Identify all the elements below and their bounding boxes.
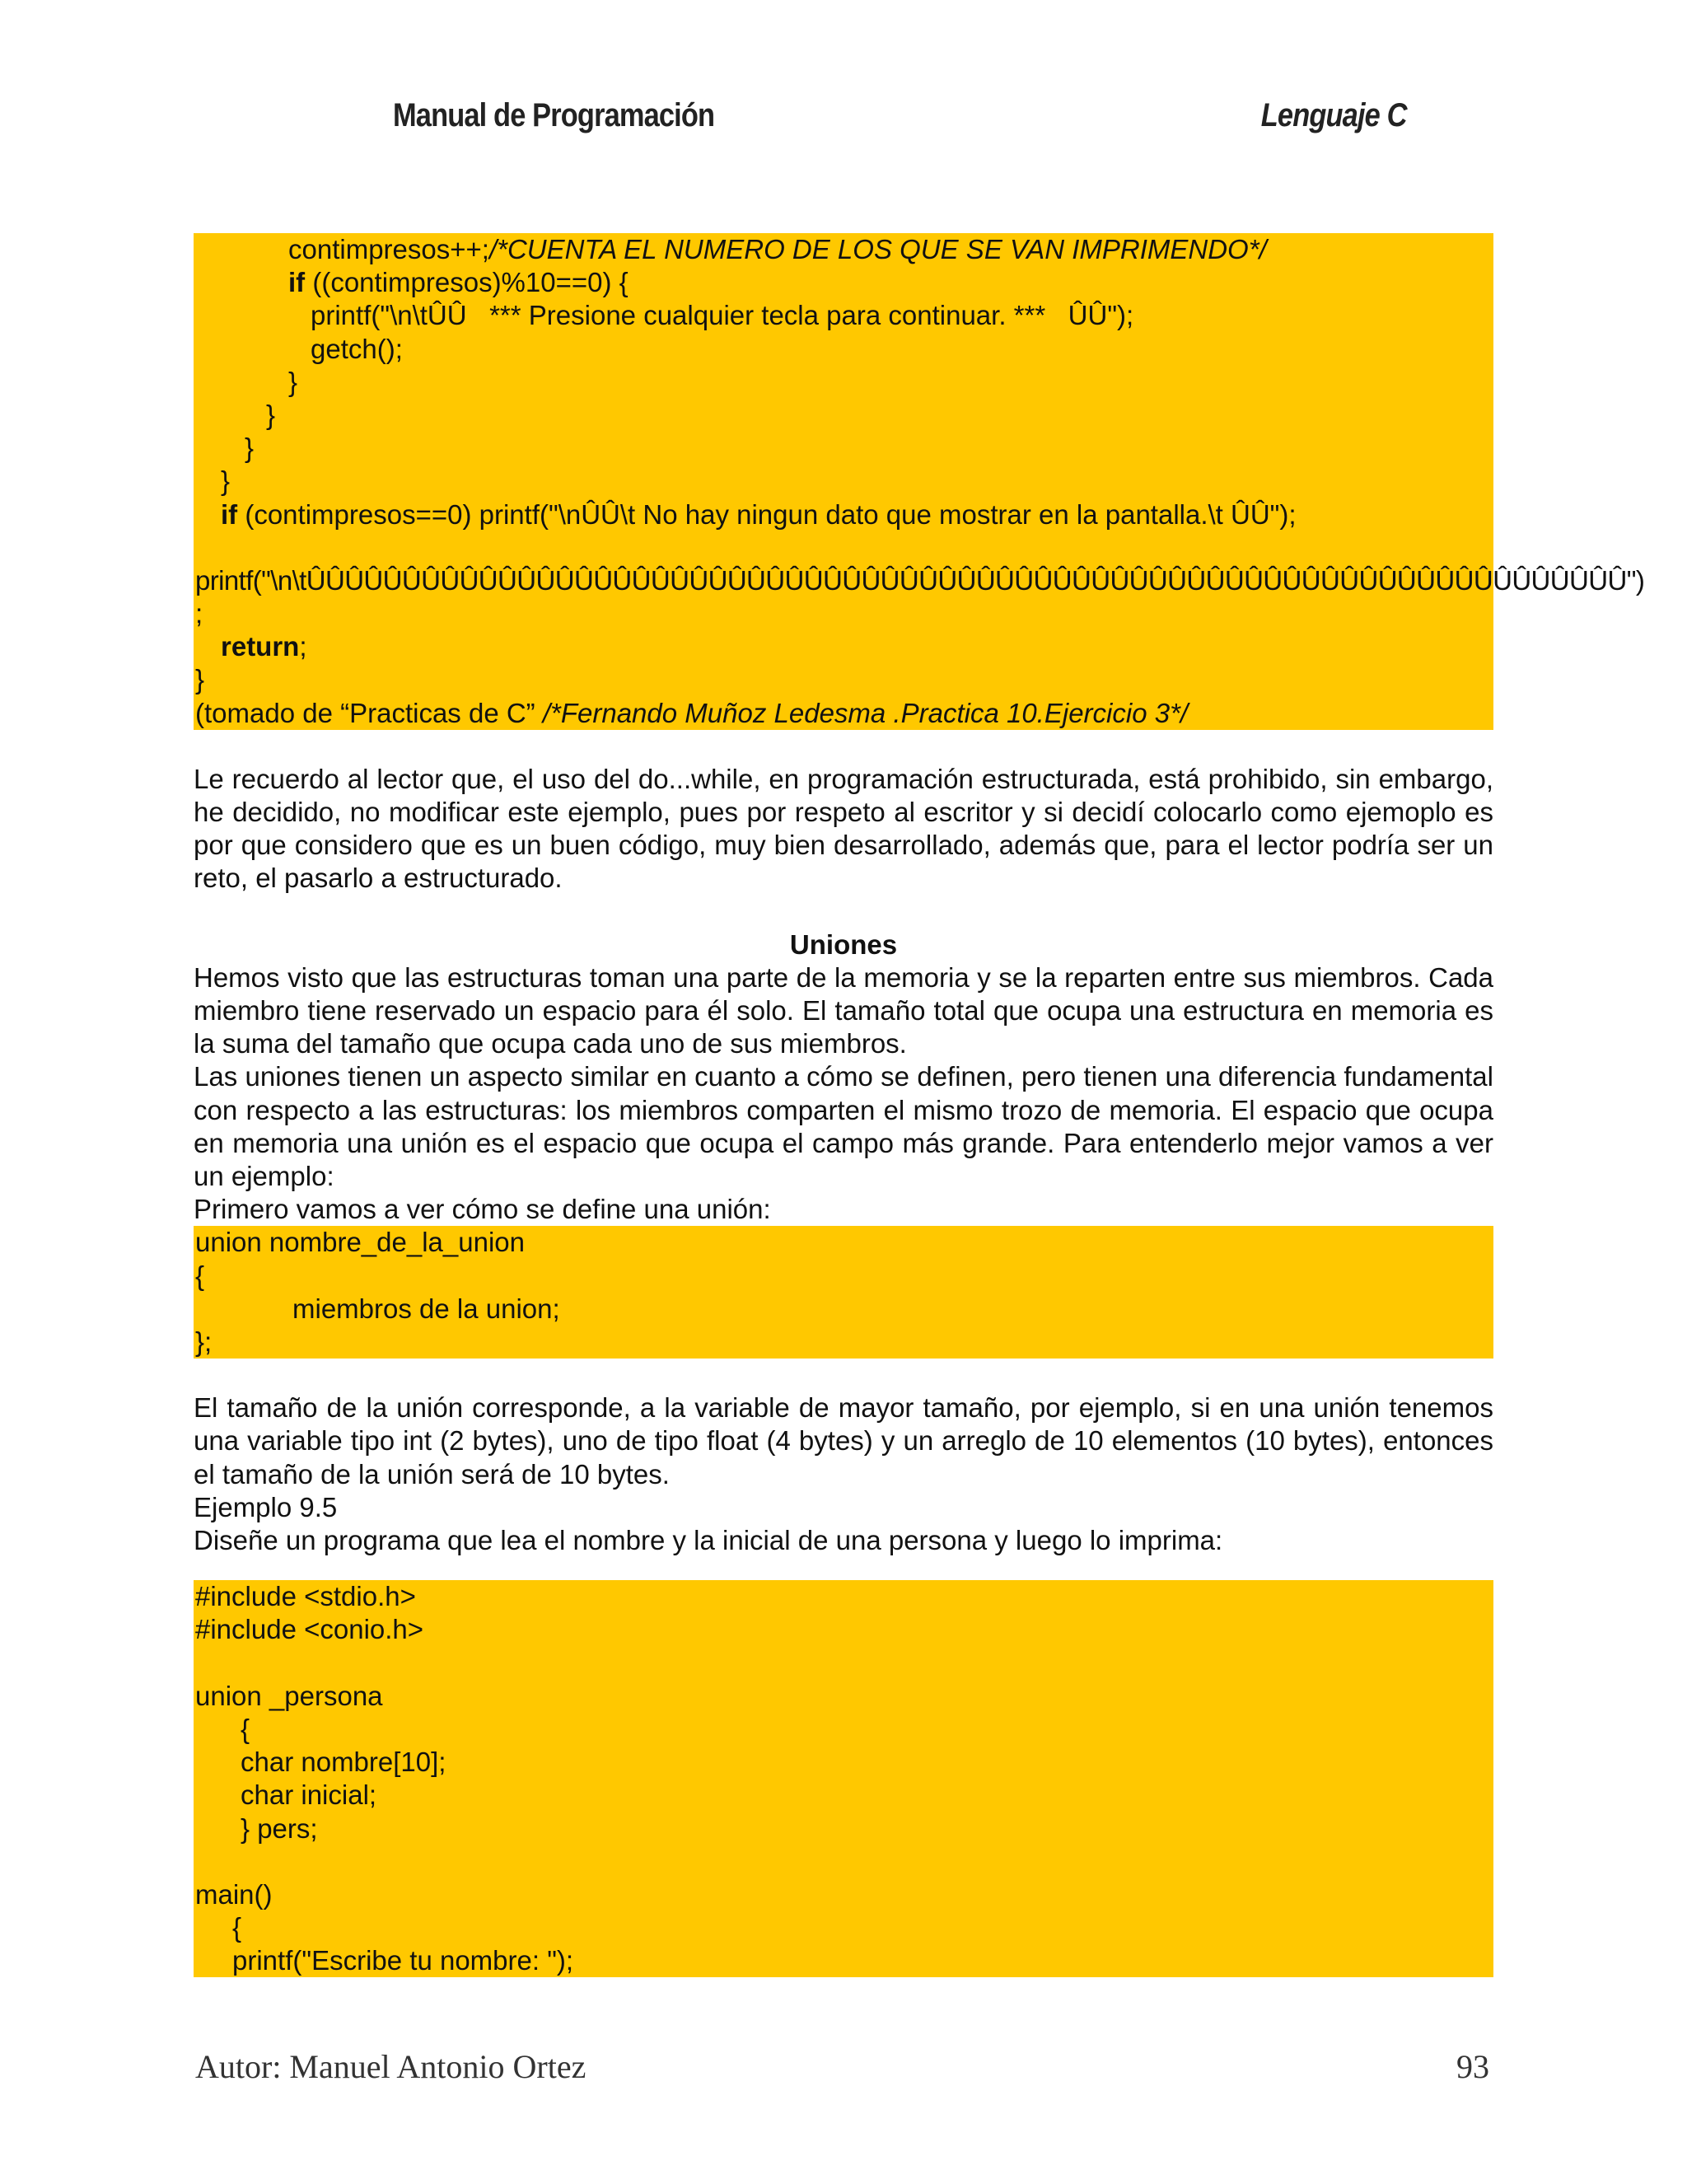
code-line [194,498,1493,531]
code-line: } [194,432,1493,465]
citation-comment: /*Fernando Muñoz Ledesma .Practica 10.Ejercicio 3*/ [542,697,1189,728]
code-line-blank [194,1845,1493,1878]
paragraph-unions-difference: Las uniones tienen un aspecto similar en cuanto a cómo se definen, pero tienen una diferencia fundamental con respecto a las estructuras: los miembros comparten el mismo trozo de memoria. El espacio que ocupa en memoria una unión es el espacio que ocupa el campo más grande. Para entenderlo mejor vamos a ver un ejemplo: [194,1061,1493,1192]
code-line: #include <conio.h> [194,1613,1493,1646]
citation-text: (tomado de “Practicas de C” [195,697,543,728]
paragraph-do-while-note: Le recuerdo al lector que, el uso del do...while, en programación estructurada, está prohibido, sin embargo, he decidido, no modificar este ejemplo, pues por respeto al escritor y si decidí colocarlo como ejemoplo es por que considero que es un buen código, muy bien desarrollado, además que, para el lector podría ser un reto, el pasarlo a estructurado. [194,763,1493,894]
code-text: (contimpresos==0) printf("\nÛÛ\t No hay ningun dato que mostrar en la pantalla.\t ÛÛ"); [237,498,1297,530]
code-line-blank [194,1647,1493,1680]
code-line: } [194,465,1493,498]
code-line: char inicial; [194,1779,1493,1812]
code-line: { [194,1911,1493,1944]
running-header-subject: Lenguaje C [1261,97,1407,133]
code-block-example [194,1580,1493,1977]
code-line: getch(); [194,333,1493,366]
code-block-continuation [194,233,1645,730]
code-line: } [194,663,1493,696]
page-body [194,233,1645,1977]
code-line [194,630,1493,663]
paragraph-example-task: Diseñe un programa que lea el nombre y la inicial de una persona y luego lo imprima: [194,1525,1223,1556]
page-number: 93 [1456,2048,1489,2085]
code-line: miembros de la union; [194,1293,1493,1326]
code-comment: /*CUENTA EL NUMERO DE LOS QUE SE VAN IMPRIMENDO*/ [488,234,1267,264]
code-line: union _persona [194,1680,1493,1713]
code-line: printf("\n\tÛÛ *** Presione cualquier tecla para continuar. *** ÛÛ"); [194,299,1493,332]
code-line: { [194,1260,1493,1293]
code-line [194,233,1493,266]
code-line: ; [194,597,1493,630]
code-source-citation [194,697,1493,730]
code-keyword: if [221,498,238,530]
paragraph-structures-memory: Hemos visto que las estructuras toman una parte de la memoria y se la reparten entre sus miembros. Cada miembro tiene reservado un espacio para él solo. El tamaño total que ocupa una estructura en memoria es la suma del tamaño que ocupa cada uno de sus miembros. [194,961,1493,1059]
section-heading: Uniones [789,928,898,960]
code-text: contimpresos++; [288,234,489,264]
code-line: printf("Escribe tu nombre: "); [194,1944,1493,1977]
code-keyword: return [221,631,300,662]
running-header-title: Manual de Programación [393,97,715,133]
code-line [194,266,1493,299]
spacer [194,1557,1493,1580]
code-line-long: printf("\n\tÛÛÛÛÛÛÛÛÛÛÛÛÛÛÛÛÛÛÛÛÛÛÛÛÛÛÛÛÛÛÛÛÛÛÛÛÛÛÛÛÛÛÛÛÛÛÛÛÛÛÛÛÛÛÛÛÛÛÛÛÛÛÛÛÛÛÛÛÛ") [194,564,1493,597]
example-label: Ejemplo 9.5 [194,1491,338,1522]
code-line: union nombre_de_la_union [194,1226,1493,1259]
code-line: char nombre[10]; [194,1746,1493,1779]
code-keyword: if [288,267,306,298]
spacer [194,896,1493,928]
code-line: } [194,399,1493,432]
code-block-union-syntax [194,1226,1493,1359]
code-line: } [194,366,1493,399]
paragraph-union-definition-intro: Primero vamos a ver cómo se define una unión: [194,1194,771,1225]
code-line: } pers; [194,1812,1493,1845]
code-line-blank [194,531,1493,564]
paragraph-union-size: El tamaño de la unión corresponde, a la variable de mayor tamaño, por ejemplo, si en una unión tenemos una variable tipo int (2 bytes), uno de tipo float (4 bytes) y un arreglo de 10 elementos (10 bytes), entonces el tamaño de la unión será de 10 bytes. [194,1392,1493,1490]
code-text: ; [299,631,307,662]
spacer [194,730,1493,763]
code-line: main() [194,1878,1493,1911]
code-text: ((contimpresos)%10==0) { [305,267,629,298]
footer-author: Autor: Manuel Antonio Ortez [195,2048,586,2085]
code-line: #include <stdio.h> [194,1580,1493,1613]
spacer [194,1359,1493,1391]
code-line: { [194,1713,1493,1746]
code-line: }; [194,1326,1493,1359]
